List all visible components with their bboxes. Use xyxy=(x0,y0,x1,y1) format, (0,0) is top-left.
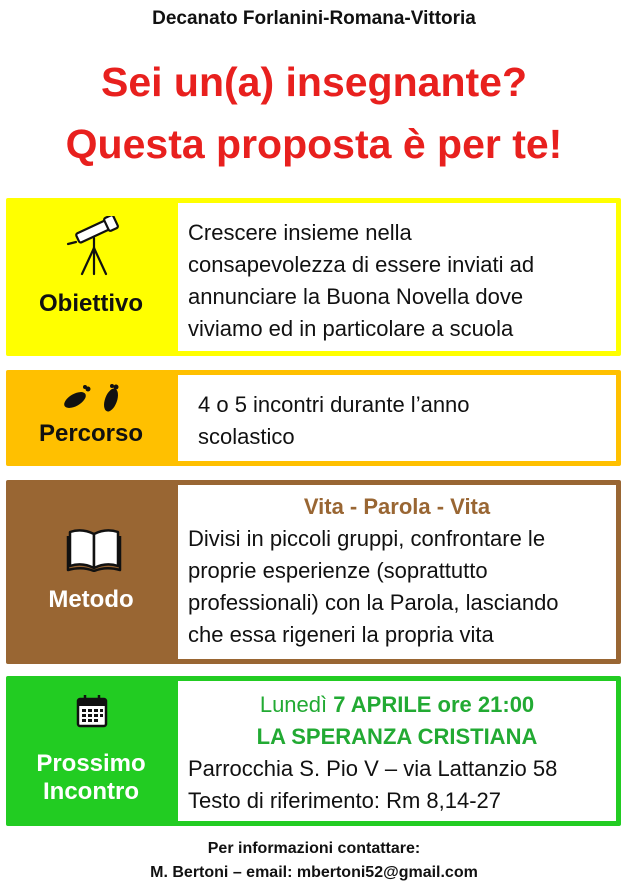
section-metodo-box xyxy=(178,485,616,659)
footprints-icon xyxy=(61,384,131,414)
section-obiettivo-side xyxy=(6,198,176,356)
calendar-icon xyxy=(76,694,108,728)
metodo-line-3: professionali) con la Parola, lasciando xyxy=(188,590,559,615)
section-incontro-label-2: Incontro xyxy=(43,778,139,805)
section-obiettivo xyxy=(6,198,621,356)
percorso-line-2: scolastico xyxy=(198,424,295,449)
metodo-title: Vita - Parola - Vita xyxy=(303,494,491,519)
section-obiettivo-label: Obiettivo xyxy=(38,290,143,317)
section-metodo-label: Metodo xyxy=(48,586,134,613)
section-percorso-side xyxy=(6,370,176,466)
incontro-date-prefix: Lunedì xyxy=(259,692,334,717)
section-incontro-box xyxy=(178,681,616,821)
section-metodo-side xyxy=(6,480,176,664)
header-title: Decanato Forlanini-Romana-Vittoria xyxy=(152,8,476,29)
section-metodo xyxy=(6,480,621,664)
metodo-line-1: Divisi in piccoli gruppi, confrontare le xyxy=(188,526,546,551)
obiettivo-line-2: consapevolezza di essere inviati ad xyxy=(188,252,535,277)
telescope-icon xyxy=(66,216,122,278)
incontro-date-strong: 7 APRILE ore 21:00 xyxy=(333,692,535,717)
incontro-line-1: Parrocchia S. Pio V – via Lattanzio 58 xyxy=(188,756,558,781)
footer-line-2: M. Bertoni – email: mbertoni52@gmail.com xyxy=(150,864,478,881)
incontro-line-2: Testo di riferimento: Rm 8,14-27 xyxy=(188,788,502,813)
incontro-topic: LA SPERANZA CRISTIANA xyxy=(256,724,538,749)
section-percorso xyxy=(6,370,621,466)
section-incontro-side xyxy=(6,676,176,826)
section-percorso-label: Percorso xyxy=(38,420,144,447)
book-icon xyxy=(66,528,122,572)
percorso-line-1: 4 o 5 incontri durante l’anno xyxy=(198,392,470,417)
section-incontro-label-1: Prossimo xyxy=(36,750,146,777)
section-obiettivo-box xyxy=(178,203,616,351)
metodo-line-2: proprie esperienze (soprattutto xyxy=(188,558,488,583)
footer-line-1: Per informazioni contattare: xyxy=(207,840,421,857)
headline-line-2: Questa proposta è per te! xyxy=(65,121,563,167)
incontro-date xyxy=(188,689,616,721)
headline-line-1: Sei un(a) insegnante? xyxy=(101,59,527,105)
metodo-line-4: che essa rigeneri la propria vita xyxy=(188,622,494,647)
obiettivo-line-4: viviamo ed in particolare a scuola xyxy=(188,316,514,341)
section-percorso-box xyxy=(178,375,616,461)
obiettivo-line-3: annunciare la Buona Novella dove xyxy=(188,284,524,309)
section-incontro xyxy=(6,676,621,826)
obiettivo-line-1: Crescere insieme nella xyxy=(188,220,412,245)
